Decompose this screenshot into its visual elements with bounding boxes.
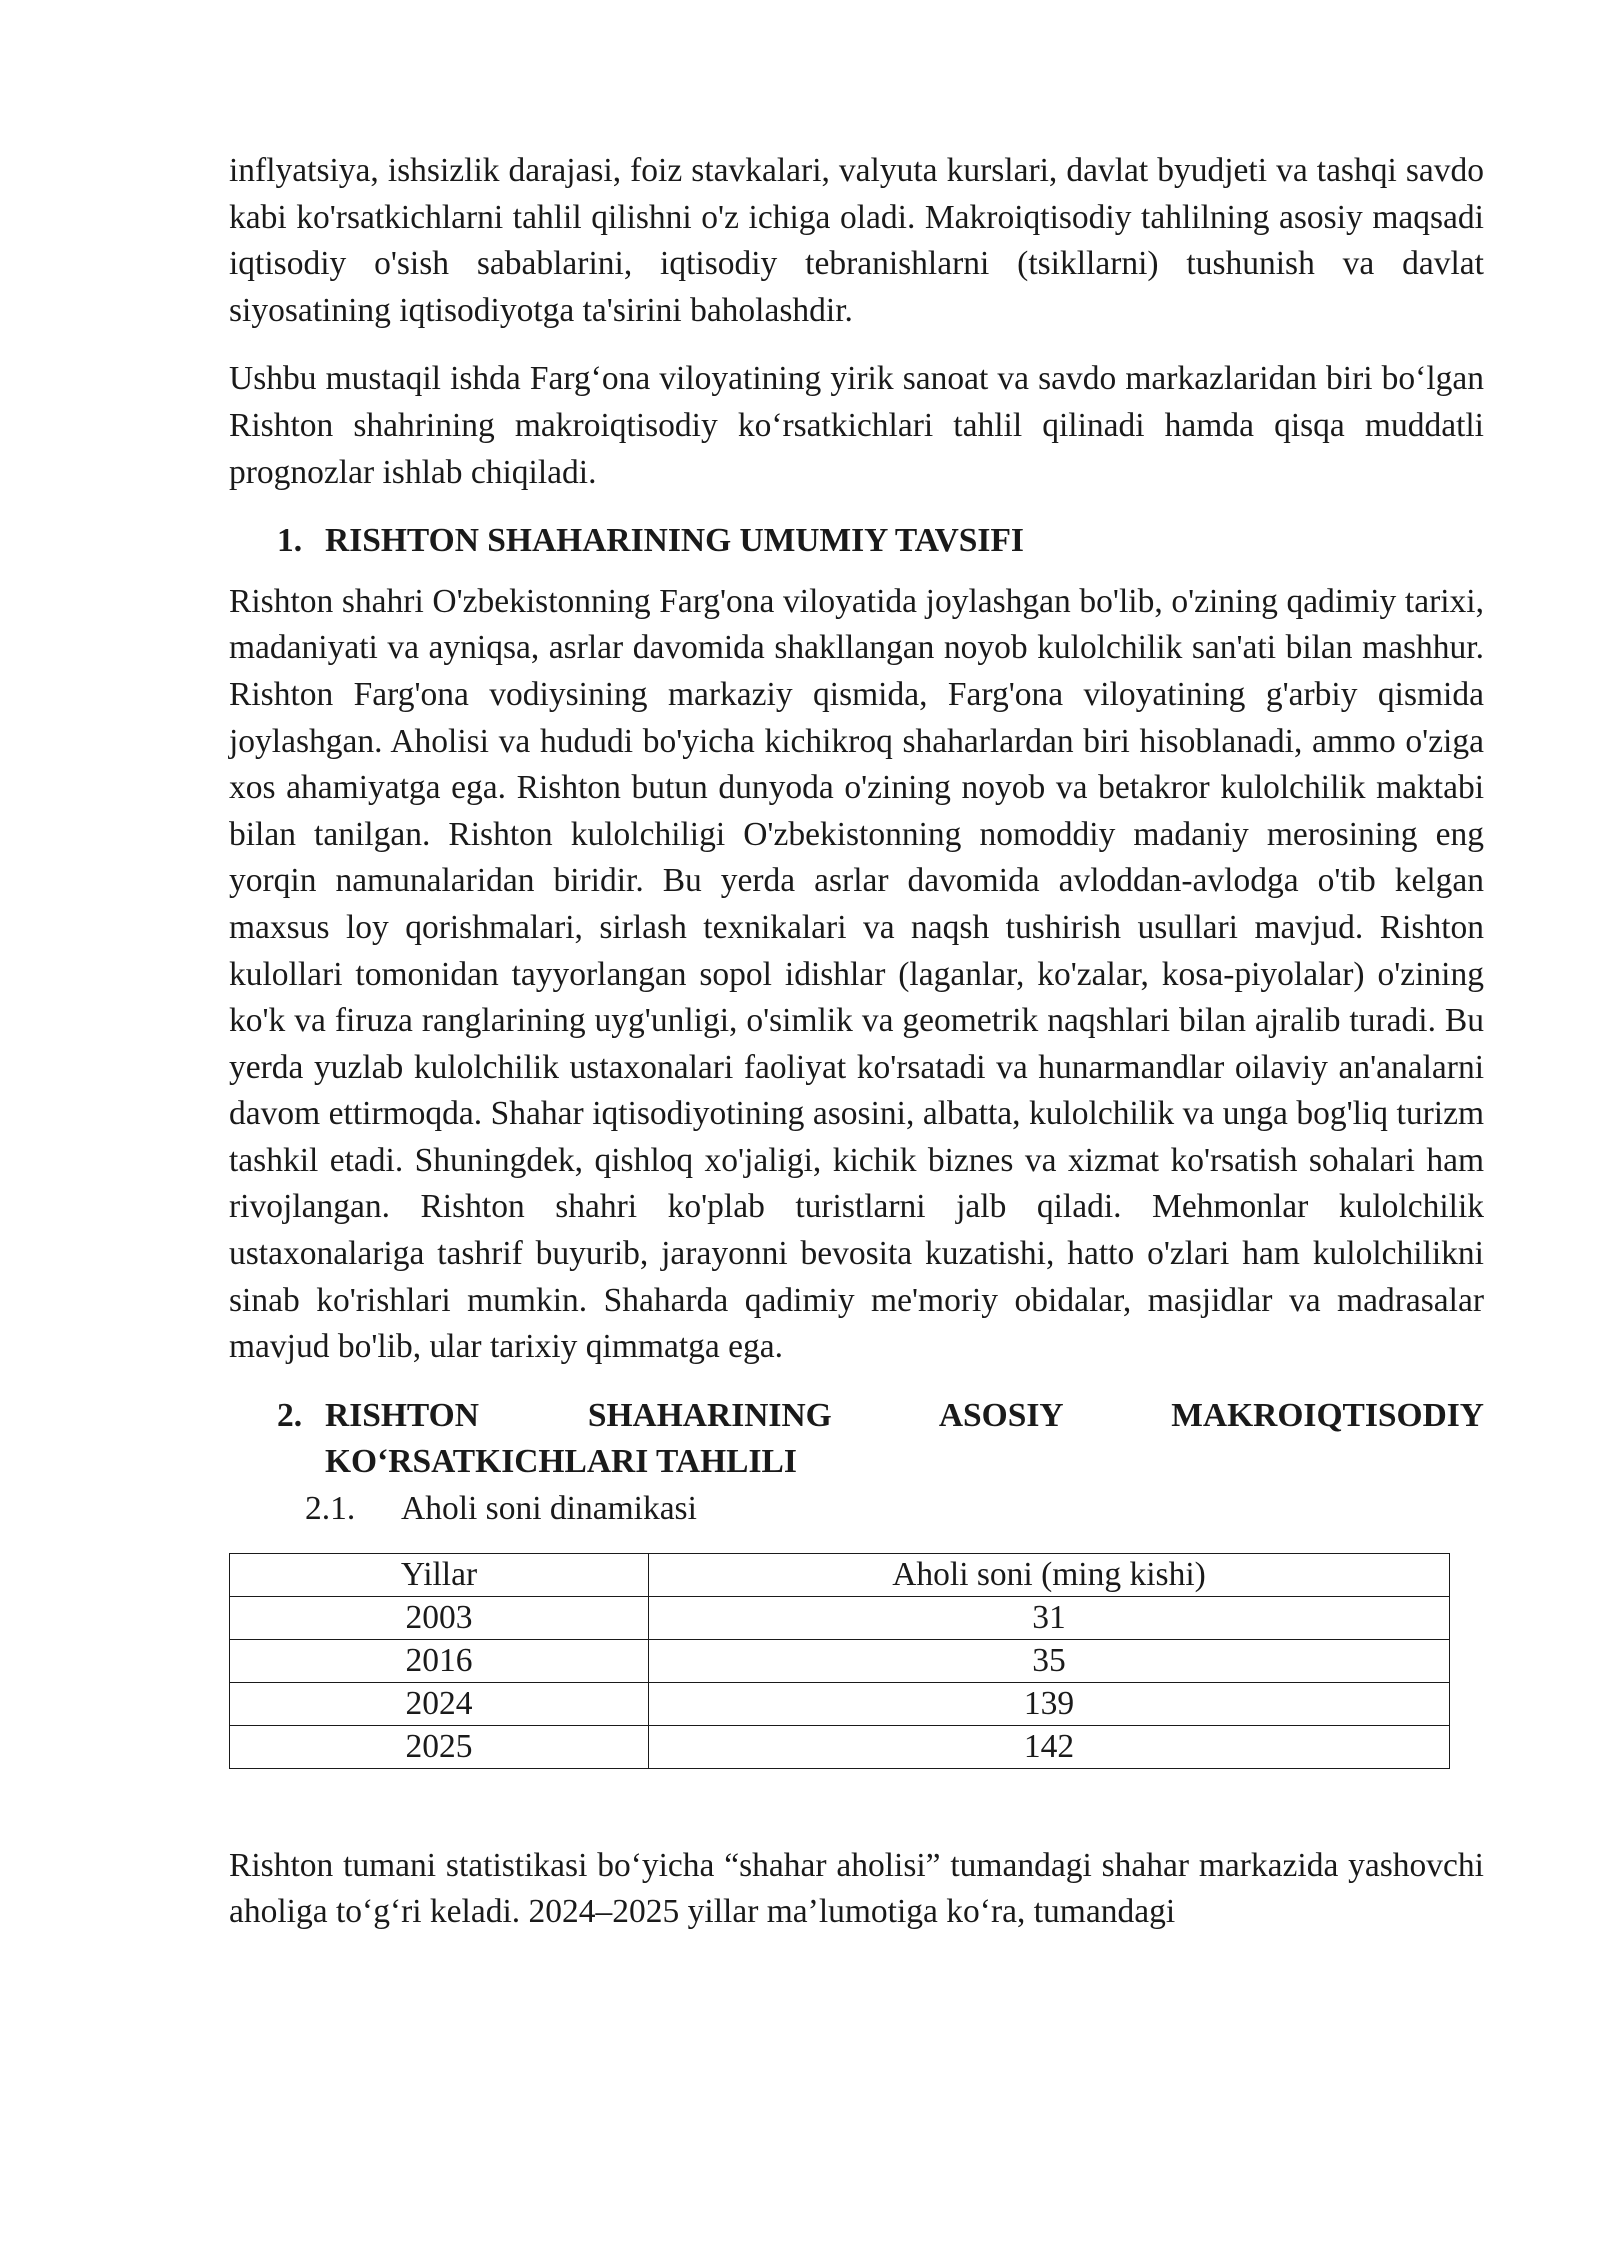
section-2-heading: [229, 1393, 1484, 1486]
table-cell-year: 2024: [230, 1682, 649, 1725]
section-2-paragraph: Rishton tumani statistikasi bo‘yicha “shahar aholisi” tumandagi shahar markazida yashovchi aholiga to‘g‘ri keladi. 2024–2025 yillar ma’lumotiga ko‘ra, tumandagi: [229, 1846, 1484, 1931]
table-cell-population: 142: [649, 1725, 1450, 1768]
table-cell-population: 35: [649, 1639, 1450, 1682]
subsection-2-1-title: Aholi soni dinamikasi: [401, 1490, 697, 1528]
table-cell-year: 2025: [230, 1725, 649, 1768]
table-cell-year: 2016: [230, 1639, 649, 1682]
table-cell-year: 2003: [230, 1596, 649, 1639]
table-cell-population: 31: [649, 1596, 1450, 1639]
section-2-title-line-1: RISHTON SHAHARINING ASOSIY MAKROIQTISODIY: [325, 1396, 1484, 1434]
subsection-2-1-number: 2.1.: [305, 1490, 356, 1528]
section-2-title-line-2: KO‘RSATKICHLARI TAHLILI: [325, 1443, 797, 1481]
intro-paragraph-2: Ushbu mustaqil ishda Farg‘ona viloyatining yirik sanoat va savdo markazlaridan biri bo‘lgan Rishton shahrining makroiqtisodiy ko‘rsatkichlari tahlil qilinadi hamda qisqa muddatli prognozlar ishlab chiqiladi.: [229, 360, 1484, 491]
table-row: [230, 1639, 1450, 1682]
section-1-paragraph: Rishton shahri O'zbekistonning Farg'ona viloyatida joylashgan bo'lib, o'zining qadimiy tarixi, madaniyati va ayniqsa, asrlar davomida shakllangan noyob kulolchilik san'ati bilan mashhur. Rishton Farg'ona vodiysining markaziy qismida, Farg'ona viloyatining g'arbiy qismida joylashgan. Aholisi va hududi bo'yicha kichikroq shaharlardan biri hisoblanadi, ammo o'ziga xos ahamiyatga ega. Rishton butun dunyoda o'zining noyob va betakror kulolchilik maktabi bilan tanilgan. Rishton kulolchiligi O'zbekistonning nomoddiy madaniy merosining eng yorqin namunalaridan biridir. Bu yerda asrlar davomida avloddan-avlodga o'tib kelgan maxsus loy qorishmalari, sirlash texnikalari va naqsh tushirish usullari mavjud. Rishton kulollari tomonidan tayyorlangan sopol idishlar (laganlar, ko'zalar, kosa-piyolalar) o'zining ko'k va firuza ranglarining uyg'unligi, o'simlik va geometrik naqshlari bilan ajralib turadi. Bu yerda yuzlab kulolchilik ustaxonalari faoliyat ko'rsatadi va hunarmandlar oilaviy an'analarni davom ettirmoqda. Shahar iqtisodiyotining asosini, albatta, kulolchilik va unga bog'liq turizm tashkil etadi. Shuningdek, qishloq xo'jaligi, kichik biznes va xizmat ko'rsatish sohalari ham rivojlangan. Rishton shahri ko'plab turistlarni jalb qiladi. Mehmonlar kulolchilik ustaxonalariga tashrif buyurib, jarayonni bevosita kuzatishi, hatto o'zlari ham kulolchilikni sinab ko'rishlari mumkin. Shaharda qadimiy me'moriy obidalar, masjidlar va madrasalar mavjud bo'lib, ular tarixiy qimmatga ega.: [229, 582, 1484, 1366]
section-2-number: 2.: [277, 1396, 303, 1434]
section-1-number: 1.: [277, 522, 303, 560]
population-table: [229, 1553, 1450, 1769]
table-row: [230, 1682, 1450, 1725]
subsection-2-1-heading: [229, 1486, 1484, 1533]
table-header-population: Aholi soni (ming kishi): [649, 1553, 1450, 1596]
table-header-row: [230, 1553, 1450, 1596]
table-row: [230, 1596, 1450, 1639]
intro-paragraph-1: inflyatsiya, ishsizlik darajasi, foiz stavkalari, valyuta kurslari, davlat byudjeti va tashqi savdo kabi ko'rsatkichlarni tahlil qilishni o'z ichiga oladi. Makroiqtisodiy tahlilning asosiy maqsadi iqtisodiy o'sish sabablarini, iqtisodiy tebranishlarni (tsikllarni) tushunish va davlat siyosatining iqtisodiyotga ta'sirini baholashdir.: [229, 152, 1484, 329]
table-cell-population: 139: [649, 1682, 1450, 1725]
section-1-title: RISHTON SHAHARINING UMUMIY TAVSIFI: [325, 522, 1024, 560]
table-row: [230, 1725, 1450, 1768]
document-page: [229, 148, 1484, 1958]
section-1-heading: [229, 518, 1484, 565]
table-header-years: Yillar: [230, 1553, 649, 1596]
section-2-title: [325, 1393, 1484, 1486]
